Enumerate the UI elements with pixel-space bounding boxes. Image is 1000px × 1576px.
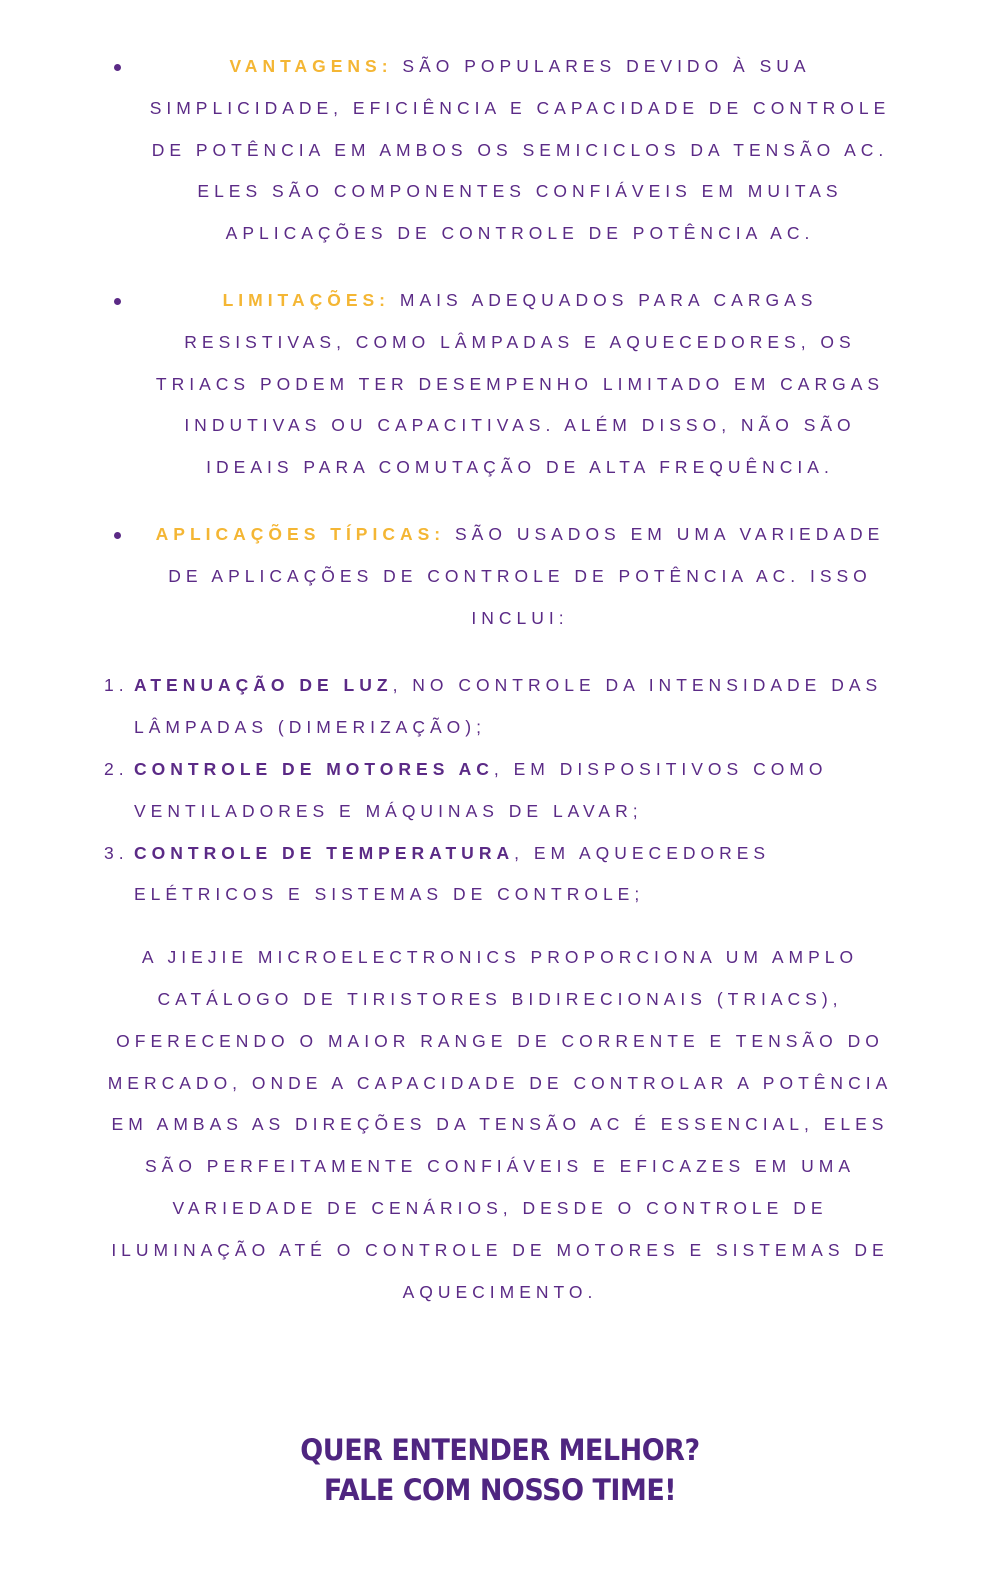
item-text: SÃO USADOS EM UMA VARIEDADE DE APLICAÇÕES DE CONTROLE DE POTÊNCIA AC. ISSO INCLUI: — [168, 523, 885, 628]
list-item-aplicacoes — [100, 514, 900, 639]
call-to-action[interactable] — [35, 1430, 965, 1510]
item-heading: LIMITAÇÕES: — [222, 289, 391, 310]
application-text: , EM AQUECEDORES ELÉTRICOS E SISTEMAS DE CONTROLE; — [134, 842, 771, 905]
cta-line-2: FALE COM NOSSO TIME! — [323, 1473, 677, 1507]
application-title: ATENUAÇÃO DE LUZ — [134, 675, 393, 696]
list-number: 3. — [104, 842, 129, 863]
list-item-vantagens — [100, 46, 900, 255]
item-text: SÃO POPULARES DEVIDO À SUA SIMPLICIDADE, EFICIÊNCIA E CAPACIDADE DE CONTROLE DE POTÊNCIA EM AMBOS OS SEMICICLOS DA TENSÃO AC. ELES SÃO COMPONENTES CONFIÁVEIS EM MUITAS APLICAÇÕES DE CONTROLE DE POTÊNCIA AC. — [149, 56, 891, 244]
article-body — [100, 46, 900, 1331]
list-item-limitacoes — [100, 280, 900, 489]
bullet-icon — [114, 64, 121, 71]
application-text: , EM DISPOSITIVOS COMO VENTILADORES E MÁQUINAS DE LAVAR; — [134, 758, 828, 821]
application-text: , NO CONTROLE DA INTENSIDADE DAS LÂMPADAS (DIMERIZAÇÃO); — [134, 675, 883, 738]
item-heading: VANTAGENS: — [229, 56, 393, 76]
list-item — [100, 833, 900, 917]
list-item — [100, 665, 900, 749]
list-item — [100, 749, 900, 833]
feature-list — [100, 46, 900, 639]
bullet-icon — [114, 532, 121, 539]
applications-list — [100, 665, 900, 916]
bullet-icon — [114, 298, 121, 305]
list-number: 2. — [104, 758, 129, 779]
application-title: CONTROLE DE TEMPERATURA — [134, 842, 515, 863]
cta-line-1: QUER ENTENDER MELHOR? — [300, 1433, 700, 1467]
application-title: CONTROLE DE MOTORES AC — [134, 758, 494, 779]
item-text: MAIS ADEQUADOS PARA CARGAS RESISTIVAS, COMO LÂMPADAS E AQUECEDORES, OS TRIACS PODEM TER DESEMPENHO LIMITADO EM CARGAS INDUTIVAS OU CAPACITIVAS. ALÉM DISSO, NÃO SÃO IDEAIS PARA COMUTAÇÃO DE ALTA FREQUÊNCIA. — [155, 289, 885, 478]
item-heading: APLICAÇÕES TÍPICAS: — [155, 523, 446, 544]
list-number: 1. — [104, 675, 129, 696]
closing-paragraph: A JIEJIE MICROELECTRONICS PROPORCIONA UM AMPLO CATÁLOGO DE TIRISTORES BIDIRECIONAIS (TRIACS), OFERECENDO O MAIOR RANGE DE CORRENTE E TENSÃO DO MERCADO, ONDE A CAPACIDADE DE CONTROLAR A POTÊNCIA EM AMBAS AS DIREÇÕES DA TENSÃO AC É ESSENCIAL, ELES SÃO PERFEITAMENTE CONFIÁVEIS E EFICAZES EM UMA VARIEDADE DE CENÁRIOS, DESDE O CONTROLE DE ILUMINAÇÃO ATÉ O CONTROLE DE MOTORES E SISTEMAS DE AQUECIMENTO. — [107, 947, 893, 1302]
